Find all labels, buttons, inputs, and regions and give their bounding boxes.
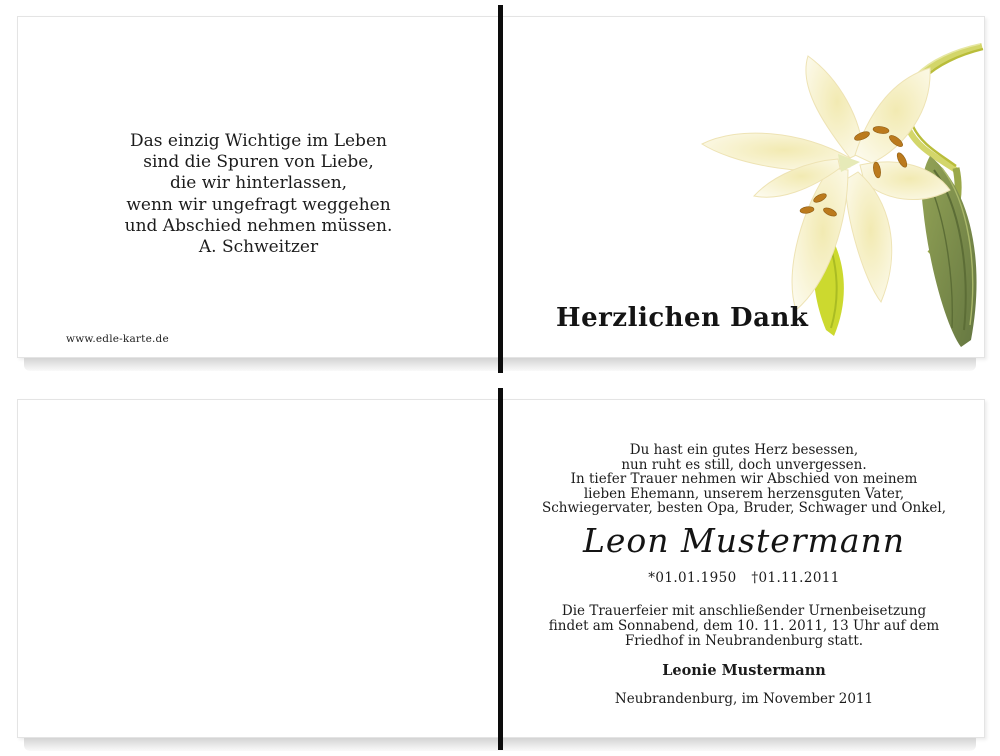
publisher-website: www.edle-karte.de <box>66 333 169 345</box>
verse-line: lieben Ehemann, unserem herzensguten Vater, <box>583 485 905 502</box>
quote-line: wenn wir ungefragt weggehen <box>126 194 391 215</box>
birth-date: *01.01.1950 <box>648 570 737 586</box>
quote-line: Das einzig Wichtige im Leben <box>130 131 387 151</box>
verse-line: nun ruht es still, doch unvergessen. <box>621 456 867 473</box>
death-date: †01.11.2011 <box>751 570 840 586</box>
card-front-panel <box>504 17 984 357</box>
card-back-panel <box>18 17 499 357</box>
card-inside-right-panel <box>504 400 984 737</box>
funeral-announcement <box>504 604 984 649</box>
funeral-line: findet am Sonnabend, dem 10. 11. 2011, 13 Uhr auf dem <box>548 618 940 634</box>
deceased-name: Leon Mustermann <box>582 521 906 560</box>
front-title: Herzlichen Dank <box>556 303 809 333</box>
card-inside-left-panel <box>18 400 499 737</box>
quote-author: A. Schweitzer <box>198 237 319 258</box>
fold-line-bottom-card <box>498 388 503 750</box>
quote-line: und Abschied nehmen müssen. <box>124 215 393 236</box>
mourning-verse <box>504 443 984 516</box>
fold-line-top-card <box>498 5 503 373</box>
life-dates <box>504 570 984 586</box>
quote-line: sind die Spuren von Liebe, <box>143 152 374 173</box>
memorial-quote <box>18 131 499 258</box>
funeral-line: Die Trauerfeier mit anschließender Urnenbeisetzung <box>561 603 927 619</box>
place-and-date: Neubrandenburg, im November 2011 <box>614 691 874 707</box>
funeral-line: Friedhof in Neubrandenburg statt. <box>624 633 864 649</box>
signature-name: Leonie Mustermann <box>662 662 826 679</box>
quote-line: die wir hinterlassen, <box>169 173 348 194</box>
verse-line: In tiefer Trauer nehmen wir Abschied von meinem <box>570 471 918 488</box>
lily-flower-illustration <box>680 40 986 348</box>
verse-line: Schwiegervater, besten Opa, Bruder, Schwager und Onkel, <box>542 500 946 517</box>
verse-line: Du hast ein gutes Herz besessen, <box>629 442 859 458</box>
